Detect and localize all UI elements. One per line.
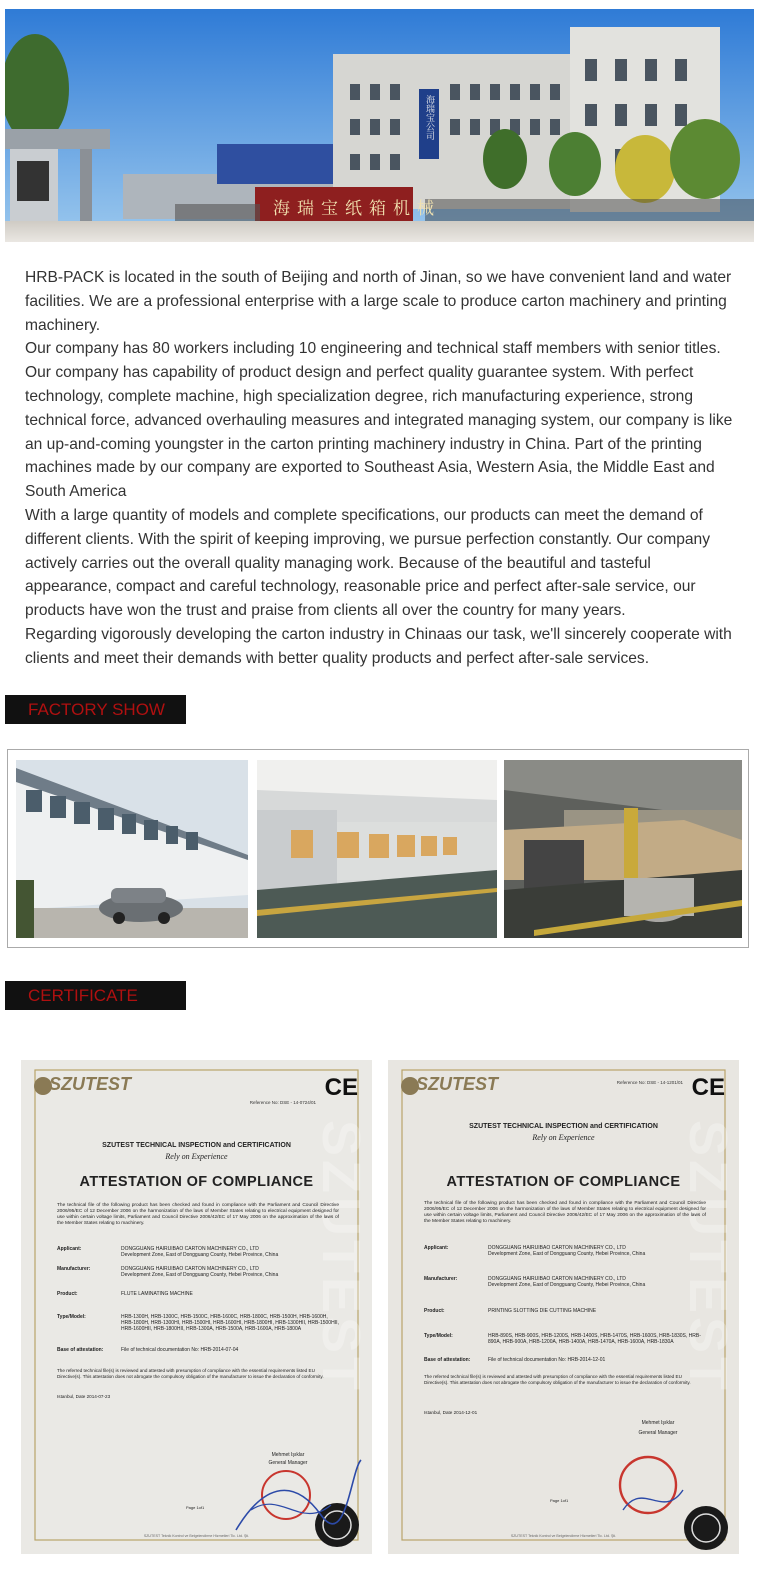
watermark-letter: SZUTEST <box>678 1120 738 1395</box>
type-value: HRB-890S, HRB-900S, HRB-1200S, HRB-1400S, HRB-1470S, HRB-1600S, HRB-1830S, HRB-890A, HRB-900A, HRB-1200A, HRB-1400A, HRB-1470A, HRB-1600A, HRB-1830A <box>488 1333 701 1346</box>
manufacturer-value: DONGGUANG HAIRUIBAO CARTON MACHINERY CO., LTD Development Zone, East of Dongguang County, Hebei Province, China <box>488 1276 646 1289</box>
ce-mark: CE <box>691 1074 725 1101</box>
factory-gallery <box>7 749 749 948</box>
cert-rely: Rely on Experience <box>165 1152 228 1161</box>
cert-intro: The technical file of the following product has been checked and found in compliance with the Parliament and Council Directive 2006/95/EC of 12 December 2006 on the harmonization of the laws of Member States relating to electrical equipment designed for use within certain voltage limits, Parliament and Council Directive 2006/42/EC of 17 May 2006 on the approximation of the laws of the Member States relating to machinery. <box>424 1201 706 1224</box>
cert-page: Page 1of1 <box>186 1505 205 1510</box>
signer-name: Mehmet Işıklar <box>641 1420 675 1426</box>
hero-plaque-text: 海瑞宝公司 <box>424 95 434 140</box>
ce-mark: CE <box>324 1074 358 1101</box>
manufacturer-value: DONGGUANG HAIRUIBAO CARTON MACHINERY CO., LTD Development Zone, East of Dongguang County, Hebei Province, China <box>121 1266 279 1279</box>
intro-paragraph: Regarding vigorously developing the carton industry in Chinaas our task, we'll sincerely cooperate with clients and meet their demands with better quality products and perfect after-sale services. <box>25 625 732 667</box>
manufacturer-label: Manufacturer: <box>57 1266 91 1272</box>
cert-rely: Rely on Experience <box>532 1133 595 1142</box>
cert-date: Istanbul, Date 2014-07-23 <box>57 1394 111 1399</box>
ce-certificate-2 <box>388 1060 739 1554</box>
cert-reference: Reference No: DSE - 14-0724/01 <box>249 1100 316 1105</box>
applicant-value: DONGGUANG HAIRUIBAO CARTON MACHINERY CO., LTD Development Zone, East of Dongguang County, Hebei Province, China <box>488 1245 646 1258</box>
cert-brand: SZUTEST <box>49 1074 132 1094</box>
type-value: HRB-1300H, HRB-1300C, HRB-1500C, HRB-1600C, HRB-1800C, HRB-1500H, HRB-1600H, HRB-1800H, HRB-1300HI, HRB-1500HI, HRB-1600HI, HRB-1800HI, HRB-1300HII, HRB-1500HII, HRB-1600HII, HRB-1800HII, HRB-1300A, HRB-1500A, HRB-1600A, HRB-1800A <box>121 1314 339 1333</box>
cert-note: The referred technical file(s) is reviewed and attested with presumption of compliance with the essential requirements listed EU Directive(s). This attestation does not abrogate the compulsory obligation of the manufacturer to issue the declaration of conformity. <box>424 1374 691 1385</box>
ce-certificate-1 <box>21 1060 372 1554</box>
factory-show-heading: FACTORY SHOW <box>5 695 186 724</box>
intro-paragraph: HRB-PACK is located in the south of Beijing and north of Jinan, so we have convenient land and water facilities. We are a professional enterprise with a large scale to produce carton machinery and printing machinery. <box>25 269 732 334</box>
machine-line-photo <box>257 760 497 938</box>
certificate-heading: CERTIFICATE <box>5 981 186 1010</box>
attestation-title: ATTESTATION OF COMPLIANCE <box>79 1174 314 1190</box>
workshop-interior-photo <box>504 760 742 938</box>
base-label: Base of attestation: <box>424 1357 471 1363</box>
factory-hero-photo <box>5 9 754 242</box>
cert-footer: SZUTEST Teknik Kontrol ve Belgelendirme Hizmetleri Tic. Ltd. Şti. <box>143 1534 250 1538</box>
product-label: Product: <box>424 1308 445 1314</box>
attestation-title: ATTESTATION OF COMPLIANCE <box>446 1174 681 1190</box>
signer-title: General Manager <box>638 1430 678 1436</box>
cert-institution: SZUTEST TECHNICAL INSPECTION and CERTIFICATION <box>469 1123 658 1130</box>
cert-date: Istanbul, Date 2014-12-01 <box>424 1410 478 1415</box>
cert-footer: SZUTEST Teknik Kontrol ve Belgelendirme Hizmetleri Tic. Ltd. Şti. <box>510 1534 617 1538</box>
watermark-letter: SZUTEST <box>311 1120 371 1395</box>
base-label: Base of attestation: <box>57 1347 104 1353</box>
cert-page: Page 1of1 <box>550 1498 569 1503</box>
type-label: Type/Model: <box>57 1314 86 1320</box>
intro-paragraph: With a large quantity of models and complete specifications, our products can meet the demand of different clients. With the spirit of keeping improving, we pursue perfection constantly. Our company actively carries out the overall quality managing work. Because of the beautiful and tasteful appearance, compact and careful technology, reasonable price and perfect after-sale service, our products have won the trust and praise from clients all over the country for many years. <box>25 506 711 620</box>
cert-reference: Reference No: DSE - 14-1201/01 <box>616 1080 683 1085</box>
applicant-value: DONGGUANG HAIRUIBAO CARTON MACHINERY CO., LTD Development Zone, East of Dongguang County, Hebei Province, China <box>121 1246 279 1259</box>
applicant-label: Applicant: <box>57 1246 82 1252</box>
hero-sign-text: 海瑞宝纸箱机械 <box>273 199 441 219</box>
cert-institution: SZUTEST TECHNICAL INSPECTION and CERTIFICATION <box>102 1142 291 1149</box>
product-value: PRINTING SLOTTING DIE CUTTING MACHINE <box>488 1308 597 1314</box>
base-value: File of technical documentation No: HRB-2014-07-04 <box>121 1347 239 1353</box>
intro-paragraph: Our company has 80 workers including 10 engineering and technical staff members with senior titles. Our company has capability of product design and perfect quality guarantee system. With perfect technology, complete machine, high specialization degree, rich manufacturing experience, strong technical force, advanced overhauling measures and integrated managing system, our company is like an up-and-coming youngster in the carton printing machinery industry in China. Part of the printing machines made by our company are exported to Southeast Asia, Western Asia, the Middle East and South America <box>25 340 733 501</box>
product-value: FLUTE LAMINATING MACHINE <box>121 1291 193 1297</box>
base-value: File of technical documentation No: HRB-2014-12-01 <box>488 1357 606 1363</box>
company-intro <box>25 266 737 671</box>
cert-brand: SZUTEST <box>416 1074 499 1094</box>
cert-intro: The technical file of the following product has been checked and found in compliance with the Parliament and Council Directive 2006/95/EC of 12 December 2006 on the harmonization of the laws of Member States relating to electrical equipment designed for use within certain voltage limits, Parliament and Council Directive 2006/42/EC of 17 May 2006 on the approximation of the laws of the Member States relating to machinery. <box>57 1203 339 1226</box>
product-label: Product: <box>57 1291 78 1297</box>
signer-title: General Manager <box>268 1460 308 1466</box>
manufacturer-label: Manufacturer: <box>424 1276 458 1282</box>
applicant-label: Applicant: <box>424 1245 449 1251</box>
type-label: Type/Model: <box>424 1333 453 1339</box>
factory-exterior-photo <box>16 760 248 938</box>
cert-note: The referred technical file(s) is reviewed and attested with presumption of compliance with the essential requirements listed EU Directive(s). This attestation does not abrogate the compulsory obligation of the manufacturer to issue the declaration of conformity. <box>57 1368 324 1379</box>
signer-name: Mehmet Işıklar <box>271 1452 305 1458</box>
